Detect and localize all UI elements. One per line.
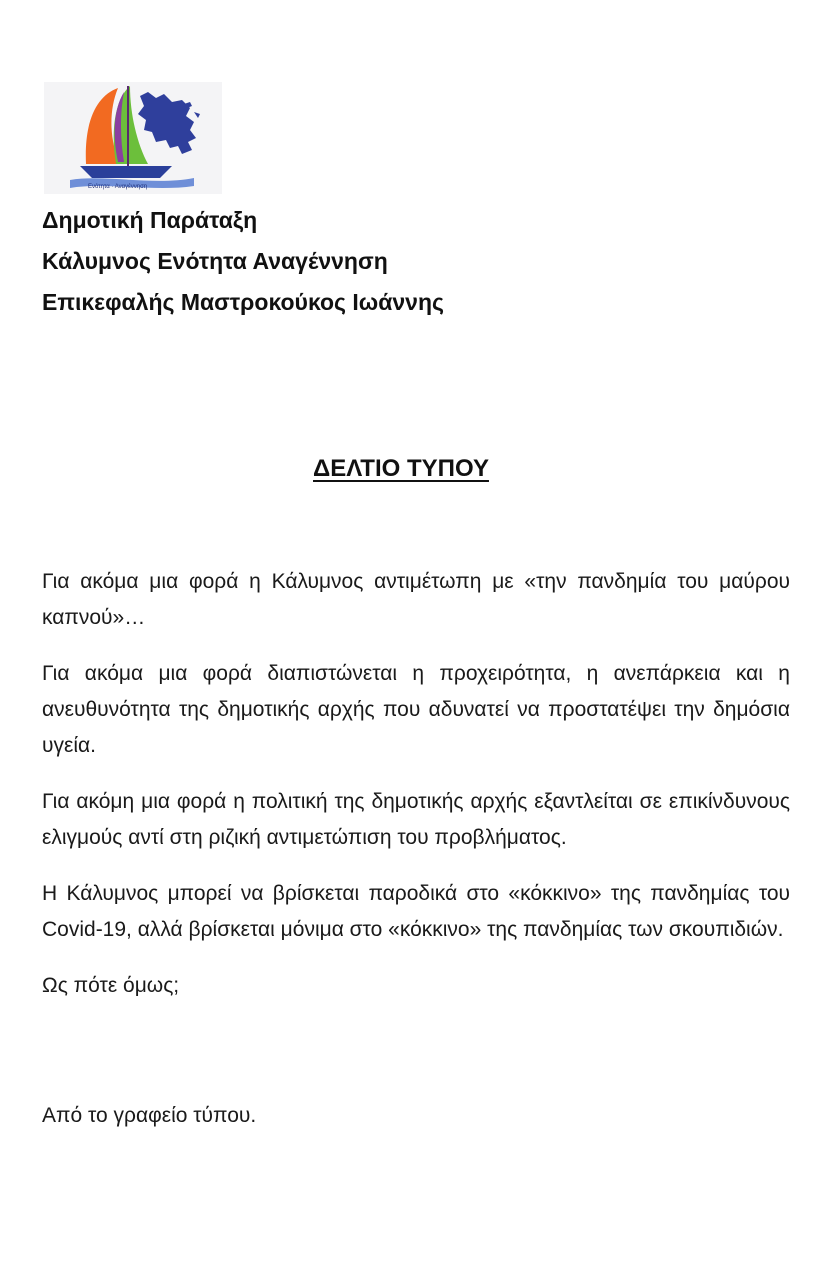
party-header bbox=[42, 200, 762, 323]
paragraph: Για ακόμη μια φορά η πολιτική της δημοτικής αρχής εξαντλείται σε επικίνδυνους ελιγμούς αντί στη ριζική αντιμετώπιση του προβλήματος. bbox=[42, 790, 790, 849]
signoff: Από το γραφείο τύπου. bbox=[42, 1104, 257, 1127]
svg-text:Ενότητα · Αναγέννηση: Ενότητα · Αναγέννηση bbox=[88, 184, 148, 190]
sailboat-logo-icon bbox=[44, 82, 222, 194]
document-title: ΔΕΛΤΙΟ ΤΥΠΟΥ bbox=[313, 455, 489, 482]
paragraph: Για ακόμα μια φορά η Κάλυμνος αντιμέτωπη με «την πανδημία του μαύρου καπνού»… bbox=[42, 570, 790, 629]
press-release-body bbox=[42, 564, 790, 1024]
party-name: Δημοτική Παράταξη bbox=[42, 207, 258, 233]
paragraph-question: Ως πότε όμως; bbox=[42, 974, 180, 997]
party-subtitle: Κάλυμνος Ενότητα Αναγέννηση bbox=[42, 248, 388, 274]
paragraph: Η Κάλυμνος μπορεί να βρίσκεται παροδικά στο «κόκκινο» της πανδημίας του Covid-19, αλλά βρίσκεται μόνιμα στο «κόκκινο» της πανδημίας των σκουπιδιών. bbox=[42, 882, 790, 941]
paragraph: Για ακόμα μια φορά διαπιστώνεται η προχειρότητα, η ανεπάρκεια και η ανευθυνότητα της δημοτικής αρχής που αδυνατεί να προστατέψει την δημόσια υγεία. bbox=[42, 662, 790, 757]
party-logo bbox=[44, 82, 222, 194]
party-leader: Επικεφαλής Μαστροκούκος Ιωάννης bbox=[42, 289, 444, 315]
document-title-row bbox=[0, 452, 814, 486]
